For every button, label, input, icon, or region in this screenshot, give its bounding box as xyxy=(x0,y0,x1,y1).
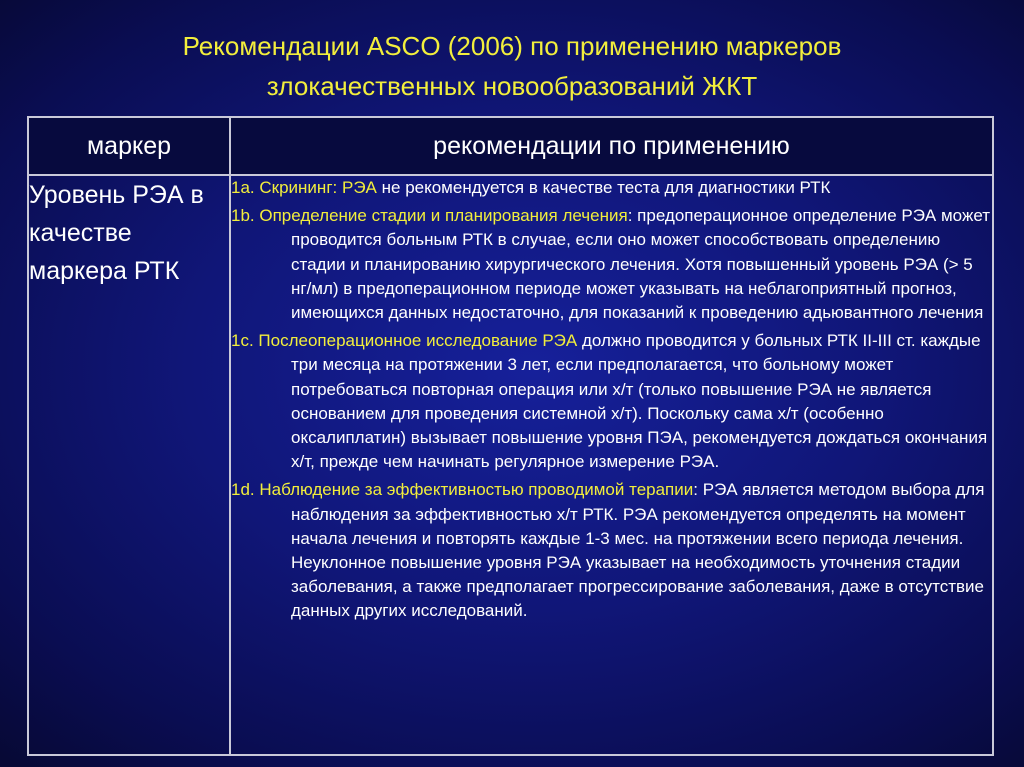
rec-item-separator: : xyxy=(332,178,338,197)
rec-item-body: предоперационное определение РЭА может проводится больным РТК в случае, если оно может способствовать определению стадии и планированию хирургического лечения. Хотя повышенный уровень РЭА (> 5 нг/мл) в предоперационном периоде может указывать на неблагоприятный прогноз, имеющихся данных недостаточно, для показаний к проведению адьювантного лечения xyxy=(291,206,990,323)
rec-item-body: является методом выбора для наблюдения за эффективностью х/т РТК. РЭА рекомендуется определять на момент начала лечения и повторять каждые 1-3 мес. на протяжении всего периода лечения. Неуклонное повышение уровня РЭА указывает на необходимость уточнения стадии заболевания, а также предполагает прогрессирование заболевания, даже в отсутствие данных других исследований. xyxy=(291,480,985,621)
rec-item-heading: Послеоперационное исследование РЭА xyxy=(258,331,578,351)
recommendations-table xyxy=(27,116,994,756)
rec-item-number: 1а. xyxy=(231,178,255,197)
rec-item-number: 1d. xyxy=(231,480,255,500)
rec-item-number: 1с. xyxy=(231,331,254,351)
title-line-2: злокачественных новообразований ЖКТ xyxy=(266,71,758,101)
rec-item-1d xyxy=(231,478,992,623)
rec-item-subject: РЭА xyxy=(341,178,377,197)
rec-item-1c xyxy=(231,329,992,474)
recommendations-cell xyxy=(230,175,993,755)
header-marker: маркер xyxy=(28,117,230,175)
rec-item-separator: : xyxy=(693,480,698,500)
slide-title xyxy=(0,26,1024,106)
rec-item-heading: Определение стадии и планирования лечения xyxy=(259,206,628,226)
table-header-row xyxy=(28,117,993,175)
title-line-1: Рекомендации ASCO (2006) по применению маркеров xyxy=(182,31,842,61)
rec-item-body: должно проводится у больных РТК II-III ст. каждые три месяца на протяжении 3 лет, если предполагается, что больному может потребоваться повторная операция или х/т (только повышение РЭА не является основанием для проведения системной х/т). Поскольку сама х/т (особенно оксалиплатин) вызывает повышение уровня ПЭА, рекомендуется дождаться окончания х/т, прежде чем начинать регулярное измерение РЭА. xyxy=(291,331,988,472)
rec-item-number: 1b. xyxy=(231,206,255,226)
rec-item-subject: РЭА xyxy=(702,480,738,500)
header-recommendations: рекомендации по применению xyxy=(230,117,993,175)
rec-item-1a xyxy=(231,176,992,200)
rec-item-heading: Наблюдение за эффективностью проводимой терапии xyxy=(259,480,694,500)
rec-item-heading: Скрининг xyxy=(259,178,333,197)
rec-item-separator: : xyxy=(627,206,633,226)
marker-cell: Уровень РЭА в качестве маркера РТК xyxy=(28,175,230,755)
rec-item-1b xyxy=(231,204,992,325)
rec-item-body: не рекомендуется в качестве теста для диагностики РТК xyxy=(381,178,831,197)
table-row xyxy=(28,175,993,755)
